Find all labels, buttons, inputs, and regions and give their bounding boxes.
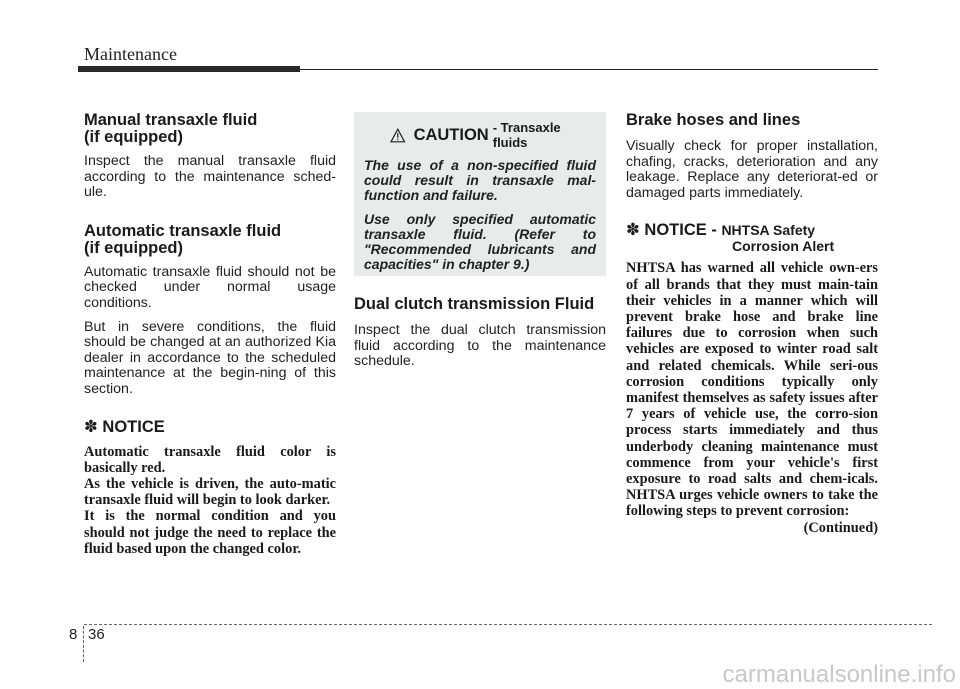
- auto-fluid-body-1: Automatic transaxle fluid should not be checked under normal usage conditions.: [84, 263, 336, 311]
- auto-fluid-title-line2: (if equipped): [84, 238, 183, 257]
- chapter-number: 8: [69, 626, 78, 643]
- caution-heading: [364, 120, 596, 150]
- manual-fluid-title-line2: (if equipped): [84, 128, 183, 146]
- auto-fluid-title-line1: Automatic transaxle fluid: [84, 221, 282, 240]
- watermark: carmanualsonline.info: [722, 661, 956, 688]
- notice-heading: [84, 418, 336, 436]
- auto-fluid-body-2: But in severe conditions, the fluid should be changed at an authorized Kia dealer in accordance to the scheduled maintenance at the begin-ning of this section.: [84, 318, 336, 397]
- manual-fluid-title-line1: Manual transaxle fluid: [84, 111, 258, 129]
- dct-title: Dual clutch transmission Fluid: [354, 295, 595, 313]
- notice-title: NOTICE: [102, 417, 165, 436]
- continued-label: (Continued): [803, 519, 878, 536]
- manual-fluid-body: Inspect the manual transaxle fluid according to the maintenance sched-ule.: [84, 153, 336, 201]
- dct-body: Inspect the dual clutch transmission fluid according to the maintenance schedule.: [354, 322, 606, 370]
- page-number-divider: [83, 626, 84, 662]
- column-left: [84, 112, 336, 557]
- page-number: 36: [88, 626, 105, 643]
- notice-line: As the vehicle is driven, the auto-matic transaxle fluid will begin to look darker.: [84, 475, 336, 509]
- nhtsa-notice-body: NHTSA has warned all vehicle own-ers of all brands that they must main-tain their vehicles in a manner which will prevent brake hose and brake line failures due to corrosion when such vehicles are exposed to winter road salt and related chemicals. While seri-ous corrosion conditions typically only manifest themselves as safety issues after 7 years of vehicle use, the corro-sion process starts immediately and thus underbody cleaning maintenance must commence from your vehicle's first exposure to road salts and chem-icals. NHTSA urges vehicle owners to take the following steps to prevent corrosion:: [626, 260, 878, 520]
- footer-rule: [84, 624, 932, 625]
- header-title: Maintenance: [84, 44, 177, 64]
- caution-title: CAUTION: [413, 125, 489, 144]
- caution-subtitle: - Transaxle fluids: [492, 120, 561, 150]
- column-right: [626, 112, 878, 536]
- caution-text-2: Use only specified automatic transaxle fluid. (Refer to "Recommended lubricants and capacities" in chapter 9.): [364, 210, 596, 273]
- notice-star-icon: ✽: [626, 221, 640, 240]
- nhtsa-notice-heading: [626, 221, 878, 254]
- manual-fluid-title: [84, 112, 336, 146]
- column-middle: [354, 296, 606, 378]
- nhtsa-notice-subtitle-2: Corrosion Alert: [732, 238, 835, 255]
- nhtsa-notice-title: NOTICE -: [644, 221, 717, 240]
- auto-fluid-title: [84, 223, 336, 257]
- notice-star-icon: ✽: [84, 417, 98, 436]
- notice-line: It is the normal condition and you should not judge the need to replace the fluid based upon the changed color.: [84, 508, 336, 557]
- header-rule: [300, 69, 878, 70]
- header-bar: [78, 66, 300, 72]
- brake-body: Visually check for proper installation, chafing, cracks, deterioration and any leakage. Replace any deteriorat-ed or damaged parts immediately.: [626, 138, 878, 201]
- warning-triangle-icon: [390, 128, 406, 143]
- caution-text-1: The use of a non-specified fluid could result in transaxle mal-function and failure.: [364, 157, 596, 204]
- notice-line: Automatic transaxle fluid color is basically red.: [84, 443, 336, 476]
- nhtsa-notice-subtitle-1: NHTSA Safety: [721, 222, 816, 239]
- brake-title: Brake hoses and lines: [626, 111, 801, 129]
- caution-box: [354, 112, 606, 276]
